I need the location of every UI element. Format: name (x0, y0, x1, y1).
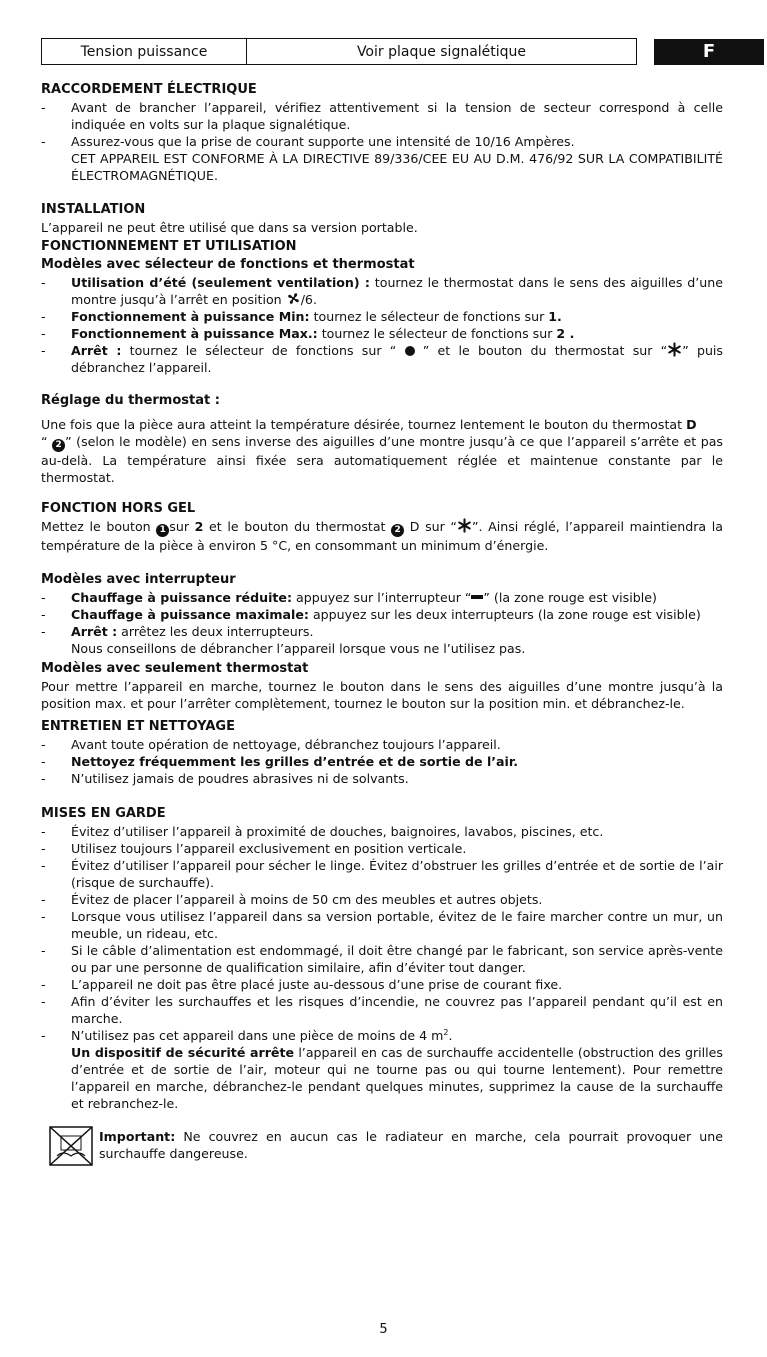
section-reglage (41, 392, 723, 486)
list-item: - Nettoyez fréquemment les grilles d’entrée et de sortie de l’air. (41, 753, 723, 770)
section-title: FONCTIONNEMENT ET UTILISATION (41, 239, 297, 254)
section-title: RACCORDEMENT ÉLECTRIQUE (41, 82, 257, 97)
paragraph: Pour mettre l’appareil en marche, tournez le bouton dans le sens des aiguilles d’une montre jusqu’à la position max. et pour l’arrêter complètement, tournez le bouton sur la position min. et débranchez-le. (41, 679, 723, 711)
section-seul-thermostat (41, 660, 723, 712)
list-item: - N’utilisez jamais de poudres abrasives ni de solvants. (41, 770, 723, 787)
section-title: ENTRETIEN ET NETTOYAGE (41, 719, 235, 734)
list-item: - Évitez de placer l’appareil à moins de 50 cm des meubles et autres objets. (41, 891, 723, 908)
selector-number-icon: 1 (156, 524, 169, 537)
list-item: - Chauffage à puissance réduite: appuyez sur l’interrupteur “ ” (la zone rouge est visible) (41, 589, 723, 606)
spec-value: Voir plaque signalétique (356, 44, 527, 60)
section-title: INSTALLATION (41, 202, 146, 217)
section-interrupteur (41, 571, 723, 657)
off-dot-icon (405, 346, 415, 356)
list-item: - Chauffage à puissance maximale: appuyez sur les deux interrupteurs (la zone rouge est visible) (41, 606, 723, 623)
list-item: - Avant de brancher l’appareil, vérifiez attentivement si la tension de secteur correspond à celle indiquée en volts sur la plaque signalétique. (41, 99, 723, 133)
list-item: - Assurez-vous que la prise de courant supporte une intensité de 10/16 Ampères. CET APPAREIL EST CONFORME À LA DIRECTIVE 89/336/CEE EU AU D.M. 476/92 SUR LA COMPATIBILITÉ ÉLECTROMAGNÉTIQUE. (41, 133, 723, 184)
thermostat-number-icon: 2 (391, 524, 404, 537)
subsection-title: Réglage du thermostat : (41, 393, 220, 408)
section-mises-en-garde (41, 805, 723, 1112)
section-installation (41, 201, 723, 236)
switch-dash-icon (471, 595, 483, 599)
list-item: - Utilisation d’été (seulement ventilation) : tournez le thermostat dans le sens des aiguilles d’une montre jusqu’à l’arrêt en position /6. (41, 274, 723, 308)
important-text: Important: Ne couvrez en aucun cas le radiateur en marche, cela pourrait provoquer une surchauffe dangereuse. (99, 1129, 724, 1161)
snowflake-icon (457, 518, 472, 533)
list-item: - Utilisez toujours l’appareil exclusivement en position verticale. (41, 840, 723, 857)
paragraph: Une fois que la pièce aura atteint la température désirée, tournez lentement le bouton du thermostat D “ 2 ” (selon le modèle) en sens inverse des aiguilles d’une montre jusqu’à ce que l’appareil s’arrête et pas au-delà. La température ainsi fixée sera automatiquement réglée et maintenue constante par le thermostat. (41, 417, 723, 485)
list-item: - Fonctionnement à puissance Max.: tournez le sélecteur de fonctions sur 2 . (41, 325, 723, 342)
section-title: MISES EN GARDE (41, 806, 166, 821)
list-item: - Lorsque vous utilisez l’appareil dans sa version portable, évitez de le faire marcher contre un mur, un meuble, un rideau, etc. (41, 908, 723, 942)
list-item: - L’appareil ne doit pas être placé juste au-dessous d’une prise de courant fixe. (41, 976, 723, 993)
section-entretien (41, 718, 723, 787)
header (41, 38, 723, 67)
section-fonctionnement (41, 238, 723, 376)
do-not-cover-icon (49, 1126, 93, 1166)
thermostat-number-icon: 2 (52, 439, 65, 452)
list-item: - Avant toute opération de nettoyage, débranchez toujours l’appareil. (41, 736, 723, 753)
spec-table (41, 38, 637, 65)
conformity-statement: CET APPAREIL EST CONFORME À LA DIRECTIVE 89/336/CEE EU AU D.M. 476/92 SUR LA COMPATIBILITÉ ÉLECTROMAGNÉTIQUE. (71, 151, 723, 183)
list-item: - N’utilisez pas cet appareil dans une pièce de moins de 4 $m^2$. Un dispositif de sécurité arrête l’appareil en cas de surchauffe accidentelle (obstruction des grilles d’entrée et de sortie de l’air, moteur qui ne tourne pas ou qui tourne lentement). Pour remettre l’appareil en marche, débranchez-le pendant quelques minutes, supprimez la cause de la surchauffe et rebranchez-le. (41, 1027, 723, 1112)
paragraph: L’appareil ne peut être utilisé que dans sa version portable. (41, 220, 418, 235)
section-title: FONCTION HORS GEL (41, 501, 196, 516)
page-content (41, 38, 723, 1162)
section-hors-gel (41, 500, 723, 554)
list-item: - Fonctionnement à puissance Min: tournez le sélecteur de fonctions sur 1. (41, 308, 723, 325)
subsection-title: Modèles avec interrupteur (41, 572, 236, 587)
spec-label: Tension puissance (42, 39, 247, 64)
list-item: - Afin d’éviter les surchauffes et les risques d’incendie, ne couvrez pas l’appareil pendant qu’il est en marche. (41, 993, 723, 1027)
subsection-title: Modèles avec sélecteur de fonctions et thermostat (41, 257, 415, 272)
list-item: - Évitez d’utiliser l’appareil à proximité de douches, baignoires, lavabos, piscines, etc. (41, 823, 723, 840)
list-item: - Si le câble d’alimentation est endommagé, il doit être changé par le fabricant, son service après-vente ou par une personne de qualification similaire, afin d’éviter tout danger. (41, 942, 723, 976)
section-raccordement (41, 81, 723, 184)
paragraph: Mettez le bouton 1 sur 2 et le bouton du thermostat 2 D sur “ ”. Ainsi réglé, l’appareil maintiendra la température de la pièce à environ 5 °C, en consommant un minimum d’énergie. (41, 519, 723, 553)
list-item: - Évitez d’utiliser l’appareil pour sécher le linge. Évitez d’obstruer les grilles d’entrée et de sortie de l’air (risque de surchauffe). (41, 857, 723, 891)
snowflake-icon (667, 342, 682, 357)
list-item: - Arrêt : arrêtez les deux interrupteurs. Nous conseillons de débrancher l’appareil lorsque vous ne l’utilisez pas. (41, 623, 723, 657)
language-badge: F (654, 39, 764, 65)
page-number: 5 (379, 1322, 388, 1337)
important-note (41, 1128, 723, 1162)
subsection-title: Modèles avec seulement thermostat (41, 661, 309, 676)
fan-icon (286, 291, 301, 306)
list-item: - Arrêt : tournez le sélecteur de fonctions sur “ ” et le bouton du thermostat sur “ ” puis débranchez l’appareil. (41, 342, 723, 376)
